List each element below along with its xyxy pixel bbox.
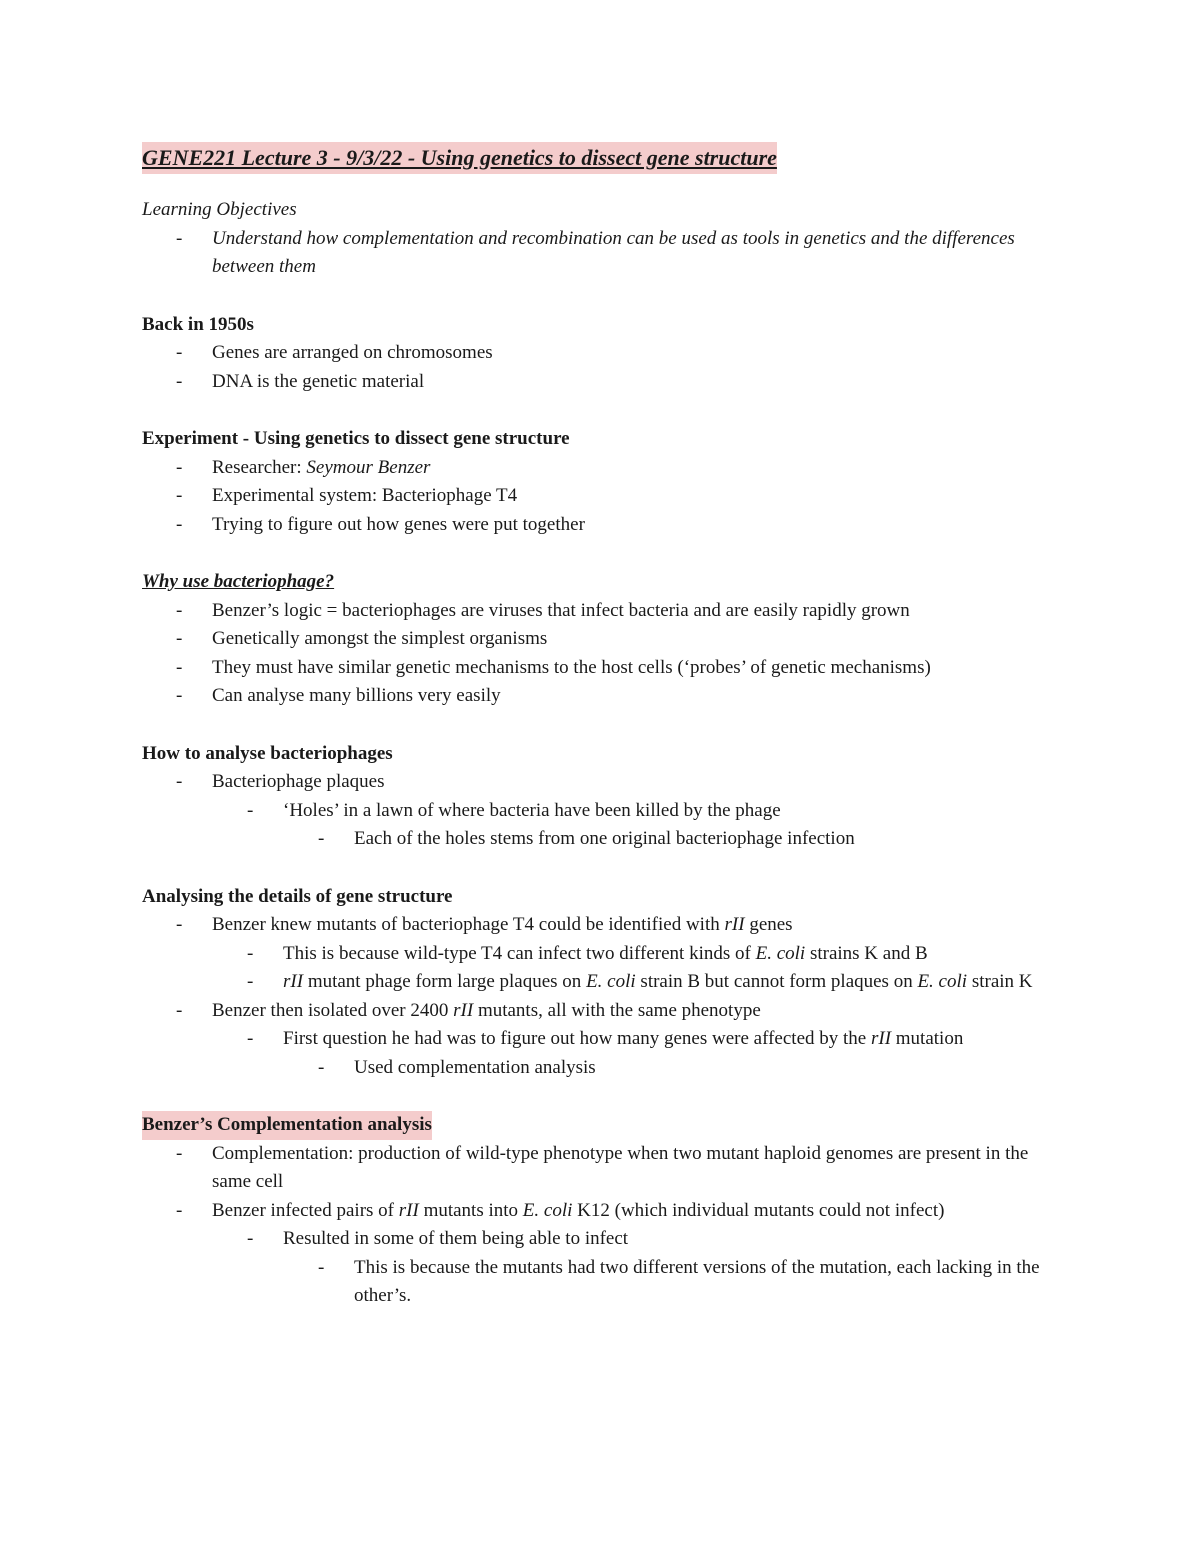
list-item: - Trying to figure out how genes were put together [142, 511, 1072, 540]
list-item: - DNA is the genetic material [142, 368, 1072, 397]
objective-item: - Understand how complementation and recombination can be used as tools in genetics and the differences between them [142, 225, 1072, 282]
section-heading: How to analyse bacteriophages [142, 742, 393, 764]
section-gene-structure-details [142, 883, 1072, 1083]
section-heading: Experiment - Using genetics to dissect gene structure [142, 428, 570, 449]
list-item: - Genes are arranged on chromosomes [142, 339, 1072, 368]
list-item: - Experimental system: Bacteriophage T4 [142, 482, 1072, 511]
list-item: - Complementation: production of wild-type phenotype when two mutant haploid genomes are present in the same cell [142, 1140, 1072, 1197]
document-page [142, 142, 1072, 1311]
list-item: - They must have similar genetic mechanisms to the host cells (‘probes’ of genetic mechanisms) [142, 654, 1072, 683]
section-back-in-1950s [142, 311, 1072, 397]
list-item: - Benzer then isolated over 2400 rII mutants, all with the same phenotype [142, 997, 1072, 1026]
researcher-name: Seymour Benzer [306, 456, 431, 478]
list-item: - Can analyse many billions very easily [142, 682, 1072, 711]
section-heading: Benzer’s Complementation analysis [142, 1111, 432, 1140]
section-how-to-analyse [142, 740, 1072, 854]
list-item: - Resulted in some of them being able to infect [142, 1225, 1072, 1254]
section-why-bacteriophage [142, 568, 1072, 711]
list-item: - Each of the holes stems from one original bacteriophage infection [142, 825, 1072, 854]
list-item: - First question he had was to figure out how many genes were affected by the rII mutation [142, 1025, 1072, 1054]
list-item: - Benzer infected pairs of rII mutants into E. coli K12 (which individual mutants could not infect) [142, 1197, 1072, 1226]
section-complementation [142, 1111, 1072, 1311]
section-heading: Why use bacteriophage? [142, 571, 335, 592]
page-title: GENE221 Lecture 3 - 9/3/22 - Using genetics to dissect gene structure [142, 142, 777, 174]
learning-objectives [142, 196, 1072, 282]
objectives-heading: Learning Objectives [142, 199, 297, 220]
section-heading: Back in 1950s [142, 313, 254, 335]
section-heading: Analysing the details of gene structure [142, 885, 453, 907]
list-item: - Used complementation analysis [142, 1054, 1072, 1083]
list-item: - rII mutant phage form large plaques on E. coli strain B but cannot form plaques on E. coli strain K [142, 968, 1072, 997]
researcher-label: Researcher: [212, 456, 307, 478]
list-item: - Benzer’s logic = bacteriophages are viruses that infect bacteria and are easily rapidly grown [142, 597, 1072, 626]
section-experiment [142, 425, 1072, 539]
list-item: - Bacteriophage plaques [142, 768, 1072, 797]
list-item: - Benzer knew mutants of bacteriophage T4 could be identified with rII genes [142, 911, 1072, 940]
list-item [142, 454, 1072, 483]
list-item: - This is because the mutants had two different versions of the mutation, each lacking in the other’s. [142, 1254, 1072, 1311]
list-item: - ‘Holes’ in a lawn of where bacteria have been killed by the phage [142, 797, 1072, 826]
list-item: - Genetically amongst the simplest organisms [142, 625, 1072, 654]
list-item: - This is because wild-type T4 can infect two different kinds of E. coli strains K and B [142, 940, 1072, 969]
